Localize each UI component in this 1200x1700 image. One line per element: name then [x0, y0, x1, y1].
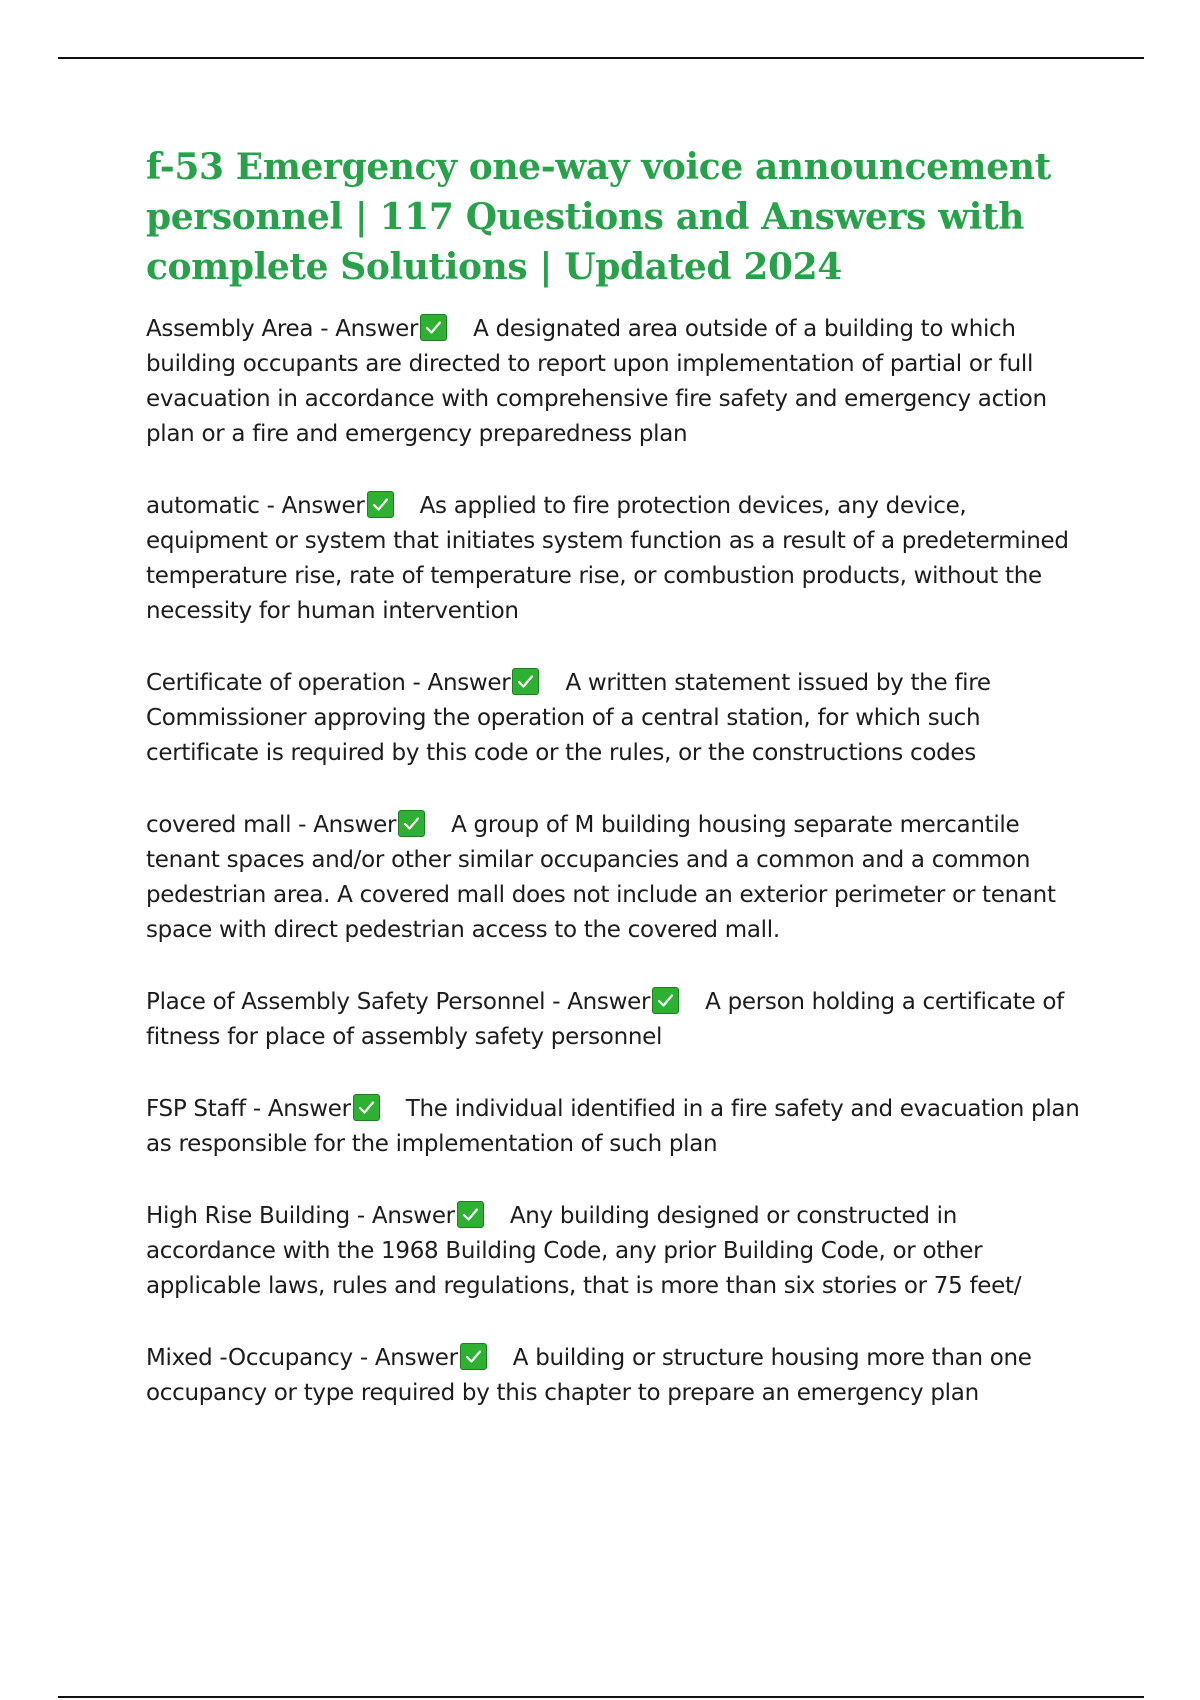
- qa-term: FSP Staff - Answer: [146, 1096, 351, 1122]
- document-body: [146, 142, 1086, 1448]
- check-mark-icon: [457, 1201, 484, 1228]
- check-mark-icon: [353, 1094, 380, 1121]
- qa-term: High Rise Building - Answer: [146, 1203, 455, 1229]
- check-mark-icon: [398, 810, 425, 837]
- qa-definition: A written statement issued by the fire Commissioner approving the operation of a central station, for which such certificate is required by this code or the rules, or the constructions codes: [146, 670, 991, 766]
- qa-definition: Any building designed or constructed in accordance with the 1968 Building Code, any prior Building Code, or other applicable laws, rules and regulations, that is more than six stories or 75 feet/: [146, 1203, 1022, 1299]
- qa-item: [146, 1199, 1086, 1304]
- qa-definition: A person holding a certificate of fitness for place of assembly safety personnel: [146, 989, 1064, 1050]
- qa-definition: The individual identified in a fire safety and evacuation plan as responsible for the implementation of such plan: [146, 1096, 1080, 1157]
- bottom-divider: [58, 1696, 1144, 1698]
- qa-item: [146, 489, 1086, 629]
- qa-item: [146, 808, 1086, 948]
- qa-definition: A building or structure housing more than one occupancy or type required by this chapter to prepare an emergency plan: [146, 1345, 1032, 1406]
- check-mark-icon: [460, 1343, 487, 1370]
- qa-term: Assembly Area - Answer: [146, 316, 419, 342]
- qa-term: Mixed -Occupancy - Answer: [146, 1345, 458, 1371]
- qa-list: [146, 312, 1086, 1411]
- qa-item: [146, 1092, 1086, 1162]
- qa-term: Place of Assembly Safety Personnel - Answer: [146, 989, 651, 1015]
- top-divider: [58, 57, 1144, 59]
- qa-definition: A group of M building housing separate mercantile tenant spaces and/or other similar occupancies and a common and a common pedestrian area. A covered mall does not include an exterior perimeter or tenant space with direct pedestrian access to the covered mall.: [146, 812, 1056, 943]
- check-mark-icon: [420, 314, 447, 341]
- check-mark-icon: [367, 491, 394, 518]
- check-mark-icon: [512, 668, 539, 695]
- check-mark-icon: [652, 987, 679, 1014]
- document-title: f-53 Emergency one-way voice announcement personnel | 117 Questions and Answers with complete Solutions | Updated 2024: [146, 146, 1051, 288]
- qa-term: Certificate of operation - Answer: [146, 670, 511, 696]
- qa-definition: As applied to fire protection devices, any device, equipment or system that initiates system function as a result of a predetermined temperature rise, rate of temperature rise, or combustion products, without the necessity for human intervention: [146, 493, 1069, 624]
- qa-term: covered mall - Answer: [146, 812, 397, 838]
- qa-term: automatic - Answer: [146, 493, 365, 519]
- qa-item: [146, 1341, 1086, 1411]
- qa-definition: A designated area outside of a building to which building occupants are directed to report upon implementation of partial or full evacuation in accordance with comprehensive fire safety and emergency action plan or a fire and emergency preparedness plan: [146, 316, 1047, 447]
- qa-item: [146, 312, 1086, 452]
- qa-item: [146, 666, 1086, 771]
- qa-item: [146, 985, 1086, 1055]
